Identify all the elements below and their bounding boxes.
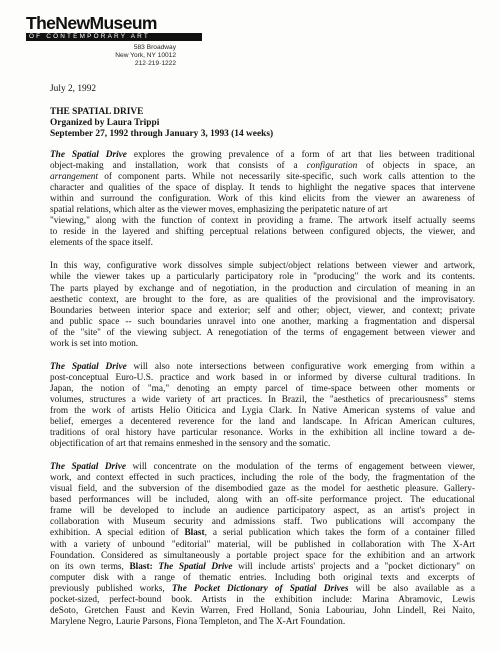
text-line: and public space -- such boundaries unravel into one another, marking a fragmentation and dispersal — [50, 316, 475, 327]
line-text: object-making and installation, work that consists of a — [50, 161, 307, 172]
text-line — [50, 172, 475, 183]
museum-logo — [26, 14, 202, 41]
exhibition-heading — [50, 107, 273, 140]
text-line: of the "site" of the viewing subject. A renegotiation of the terms of engagement between viewer and — [50, 327, 475, 338]
text-line: to reside in the layered and shifting perceptual relations between configured objects, the viewer, and — [50, 227, 475, 238]
text-line — [50, 584, 475, 595]
text-line: aesthetic context, are brought to the fore, as are qualities of the provisional and the improvisatory. — [50, 294, 475, 305]
line-text: exhibition. A special edition of — [50, 528, 185, 539]
title-reference: The Spatial Drive — [50, 150, 127, 160]
title-reference: Blast — [184, 528, 205, 539]
text-line: In this way, configurative work dissolves simple subject/object relations between viewer and artwork, — [50, 261, 475, 272]
exhibition-title: THE SPATIAL DRIVE — [50, 107, 144, 117]
line-text: will concentrate on the modulation of the terms of engagement between viewer, — [126, 462, 475, 473]
text-line: elements of the space itself. — [50, 238, 154, 249]
line-text: will be also available as a — [348, 583, 475, 594]
line-text: will include artists' projects and a "pocket dictionary" on — [232, 561, 475, 572]
text-line — [50, 362, 475, 373]
address-city: New York, NY 10012 — [115, 52, 176, 59]
text-line: traditions of oral history have particular resonance. Works in the exhibition all incline toward a de- — [50, 428, 475, 439]
text-line: spatial relations, which alter as the viewer moves, emphasizing the peripatetic nature of art — [50, 205, 388, 216]
text-line: within and surround the configuration. Work of this kind elicits from the viewer an awareness of — [50, 194, 475, 205]
line-text: on its own terms, — [50, 561, 130, 572]
letter-date: July 2, 1992 — [50, 84, 97, 94]
text-line: collaboration with Museum security and admissions staff. Two publications will accompany the — [50, 517, 475, 528]
emphasis: configuration — [306, 161, 358, 172]
text-line: work, and context effected in such practices, including the role of the body, the fragmentation of the — [50, 473, 475, 484]
title-reference: The Spatial Drive — [158, 561, 233, 572]
line-text: explores the growing prevalence of a form of art that lies between traditional — [126, 150, 475, 160]
text-line: with a variety of unbound "editorial" material, will be published in collaboration with The X-Art — [50, 539, 475, 550]
text-line: The parts played by exchange and of negotiation, in the production and circulation of meaning in an — [50, 283, 475, 294]
logo-tagline: OF CONTEMPORARY ART — [26, 33, 202, 41]
text-line: visual field, and the subversion of the disembodied gaze as the model for aesthetic pleasure. Gallery- — [50, 484, 475, 495]
line-text: of objects in space, an — [357, 161, 475, 172]
line-text: previously published works, — [50, 583, 172, 594]
line-text: , a serial publication which takes the form of a container filled — [204, 528, 475, 539]
title-reference: Blast: — [129, 561, 159, 572]
letterhead-address — [115, 44, 176, 68]
text-line — [50, 528, 475, 539]
text-line: character and qualities of the space of display. It tends to highlight the negative spaces that intervene — [50, 183, 475, 194]
text-line: from the work of artists Helio Oiticica and Lygia Clark. In Native American systems of value and — [50, 405, 475, 416]
paragraph-1 — [50, 150, 475, 249]
logo-wordmark: TheNewMuseum — [26, 13, 157, 33]
text-line: computer disk with a range of thematic entries. Including both original texts and excerpts of — [50, 572, 475, 583]
paragraph-2 — [50, 261, 475, 349]
title-reference: The Pocket Dictionary of Spatial Drives — [171, 583, 349, 594]
emphasis: arrangement — [50, 172, 99, 183]
text-line: work is set into motion. — [50, 338, 139, 349]
line-text: of component parts. While not necessarily site-specific, such work calls attention to the — [98, 172, 475, 183]
text-line: post-conceptual Euro-U.S. practice and work based in or informed by diverse cultural traditions. In — [50, 372, 475, 383]
text-line — [50, 150, 475, 161]
text-line — [50, 462, 475, 473]
text-line: volumes, structures a wide variety of art practices. In Brazil, the "aesthetics of precariousness" stems — [50, 394, 475, 405]
text-line: objectification of art that remains enmeshed in the sensory and the somatic. — [50, 439, 331, 450]
line-text: will also note intersections between configurative work emerging from within a — [126, 361, 475, 372]
title-reference: The Spatial Drive — [50, 361, 127, 372]
text-line: belief, emerges a decentered reverence for the land and landscape. In African American cultures, — [50, 417, 475, 428]
text-line: Foundation. Considered as simultaneously a portable project space for the exhibition and an artwork — [50, 550, 475, 561]
text-line: while the viewer takes up a particularly participatory role in "producing" the work and its contents. — [50, 272, 475, 283]
text-line — [50, 161, 475, 172]
paragraph-3 — [50, 362, 475, 450]
text-line: "viewing," along with the function of context in providing a frame. The artwork itself actually seems — [50, 216, 475, 227]
text-line: pocket-sized, perfect-bound book. Artists in the exhibition include: Marina Abramovic, Lewis — [50, 594, 475, 605]
body-text — [50, 150, 475, 640]
text-line: based performances will be included, along with an off-site performance project. The educational — [50, 495, 475, 506]
text-line: frame will be developed to include an audience participatory aspect, as an artist's project in — [50, 506, 475, 517]
text-line — [50, 562, 475, 573]
text-line: deSoto, Gretchen Faust and Kevin Warren, Fred Holland, Sonia Labouriau, John Lindell, Rei Naito, — [50, 605, 475, 616]
paragraph-4 — [50, 462, 475, 628]
text-line: Marylene Negro, Laurie Parsons, Fiona Templeton, and The X-Art Foundation. — [50, 616, 346, 627]
address-street: 583 Broadway — [133, 44, 176, 51]
exhibition-dates: September 27, 1992 through January 3, 1993 (14 weeks) — [50, 129, 274, 139]
address-phone: 212·219·1222 — [134, 60, 176, 67]
exhibition-organizer: Organized by Laura Trippi — [50, 118, 160, 128]
text-line: Japan, the notion of "ma," denoting an empty parcel of time-space between other moments or — [50, 383, 475, 394]
text-line: Boundaries between interior space and exterior; self and other; object, viewer, and context; private — [50, 305, 475, 316]
title-reference: The Spatial Drive — [50, 462, 127, 473]
